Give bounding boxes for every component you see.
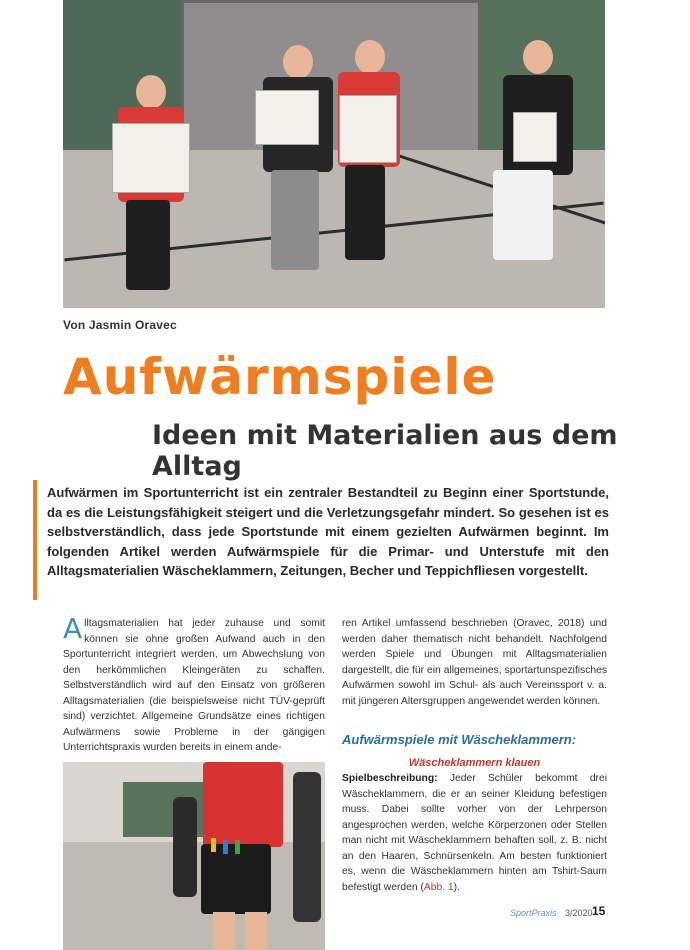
byline: Von Jasmin Oravec [63, 318, 177, 332]
lead-paragraph: Aufwärmen im Sportunterricht ist ein zentraler Bestandteil zu Beginn einer Sportstunde, da es die Leistungsfähigkeit steigert und die Verletzungsgefahr mindert. So gesehen ist es selbstverständlich, dass jede Sportstunde mit einem gezielten Aufwärmen beginnt. Im folgenden Artikel werden Aufwärmspiele für die Primar- und Unterstufe mit den Alltagsmaterialien Wäscheklammern, Zeitungen, Becher und Teppichfliesen vorgestellt. [47, 485, 609, 578]
body-column-left [63, 612, 325, 756]
clothespin-icon [235, 840, 240, 854]
page-title: Aufwärmspiele [63, 348, 497, 406]
photo-child-leg [213, 912, 235, 950]
clothespin-icon [223, 840, 228, 854]
photo-child-background [293, 772, 321, 922]
footer-issue: 3/2020 [565, 908, 593, 918]
clothespin-icon [211, 838, 216, 852]
body-left-text: lltagsmaterialien hat jeder zuhause und somit können sie ohne großen Aufwand auch in den Sportunterricht integriert werden, um Abwechslung von den herkömmlichen Kleingeräten zu schaffen. Selbstverständlich wird auf den Einsatz von größeren Alltagsmaterialien (die beispielsweise nicht TÜV-geprüft sind) verzichtet. Allgemeine Grundsätze eines richtigen Aufwärmens sowie Probleme in der gängigen Unterrichtspraxis wurden bereits in einem ande- [63, 618, 325, 753]
figure-reference-link[interactable]: Abb. 1 [423, 881, 454, 893]
figure-photo [63, 762, 325, 950]
description-end: ). [453, 881, 460, 893]
photo-child-shorts [201, 844, 271, 914]
game-title: Wäscheklammern klauen [408, 757, 541, 769]
page-subtitle: Ideen mit Materialien aus dem Alltag [152, 420, 618, 482]
section-heading: Aufwärmspiele mit Wäscheklammern: [342, 732, 577, 747]
photo-child-background [173, 797, 197, 897]
photo-child-leg [245, 912, 267, 950]
lead-accent-bar [33, 480, 37, 600]
game-description [342, 771, 607, 895]
page-number: 15 [592, 904, 606, 918]
footer-magazine: SportPraxis [510, 908, 557, 918]
hero-photo [63, 0, 605, 308]
description-label: Spielbeschreibung: [342, 773, 438, 784]
body-column-right: ren Artikel umfassend beschrieben (Oravec, 2018) und werden daher thematisch nicht behandelt. Nachfolgend werden Spiele und Übungen mit Alltagsmaterialien dargestellt, die für ein allgemeines, sportartunspezifisches Aufwärmen sowohl im Schul- als auch Vereinssport v. a. mit jüngeren Altersgruppen angewendet werden können. [342, 618, 607, 707]
description-text: Jeder Schüler bekommt drei Wäscheklammern, die er an seiner Kleidung befestigen muss. Dabei sollte vorher von der Lehrperson angesprochen werden, welche Körperzonen oder Stellen man nicht mit Wäscheklammern behaften soll, z. B. nicht an den Haaren, Schnürsenkeln. Am besten funktioniert es, wenn die Wäscheklammern hinten am Tshirt-Saum befestigt werden ( [342, 773, 607, 893]
photo-child-shirt [203, 762, 283, 847]
dropcap: A [63, 612, 83, 645]
